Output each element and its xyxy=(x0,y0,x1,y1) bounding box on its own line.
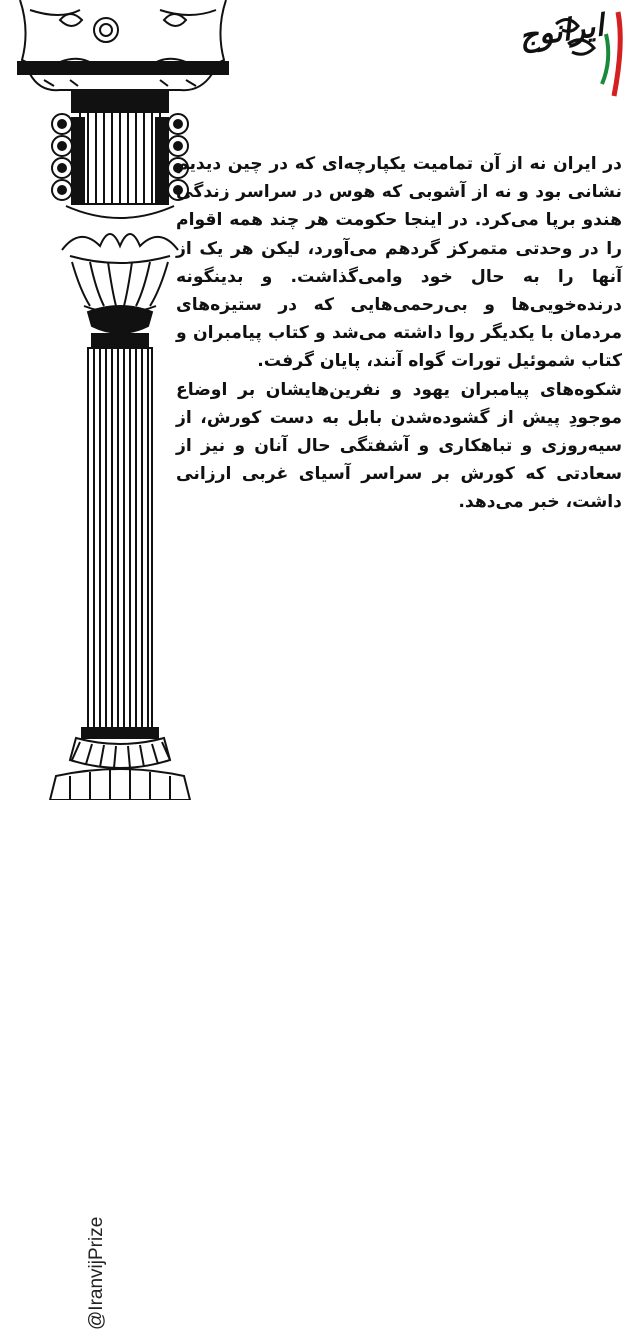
article-body xyxy=(176,150,622,517)
bull-capital xyxy=(18,0,228,90)
article-paragraph: شکوه‌های پیامبران یهود و نفرین‌هایشان بر اوضاع موجودِ پیش از گشوده‌شدن بابل به دست کورش، از سیه‌روزی و تباهکاری و آشفتگی حال آنان و نیز از سعادتی که کورش بر سراسر آسیای غربی ارزانی داشت، خبر می‌دهد. xyxy=(176,379,622,513)
fluted-shaft xyxy=(88,348,152,728)
logo-red-stroke xyxy=(614,12,620,96)
lotus-section xyxy=(62,206,178,346)
article-paragraph: در ایران نه از آن تمامیت یکپارچه‌ای که در چین دیدیم نشانی بود و نه از آشوبی که هوس در سراسر زندگی هندو برپا می‌کرد. در اینجا حکومت هر چند همه اقوام را در وحدتی متمرکز گردهم می‌آورد، لیکن هر یک از آنها را به حال خود وامی‌گذاشت. و بدینگونه درنده‌خویی‌ها و بی‌رحمی‌هایی که در ستیزه‌های مردمان با یکدیگر روا داشته می‌شد و کتاب پیامبران و کتاب شموئیل تورات گواه آنند، پایان گرفت. xyxy=(176,154,622,372)
social-handle: @IranvijPrize xyxy=(86,1216,107,1330)
upper-block xyxy=(52,92,188,204)
logo-wordmark: ایرانوج xyxy=(517,8,607,55)
column-base xyxy=(50,728,190,800)
